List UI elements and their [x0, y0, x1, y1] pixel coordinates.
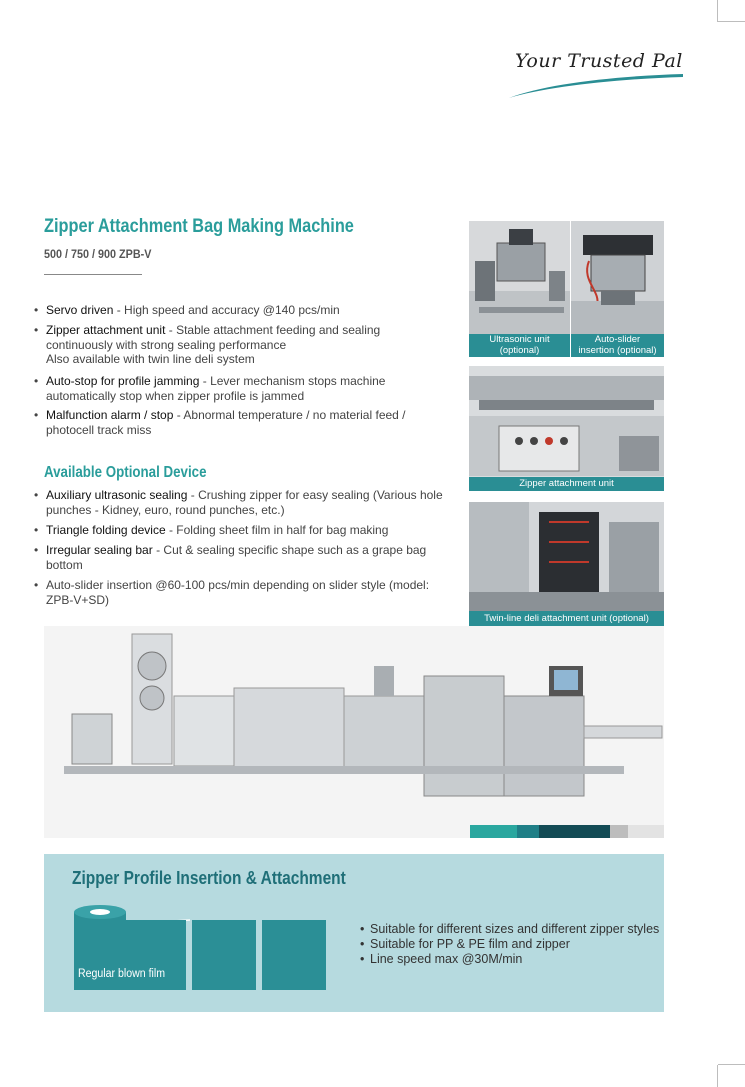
color-bar [517, 825, 539, 838]
panel-bullet: • Suitable for PP & PE film and zipper [360, 937, 570, 951]
optional-item: • Auto-slider insertion @60-100 pcs/min depending on slider style (model: ZPB-V+SD) [34, 578, 430, 607]
crop-mark [718, 1064, 745, 1065]
twin-line-deli-photo [469, 502, 664, 626]
brand-tagline: Your Trusted Pal [515, 50, 683, 72]
panel-bullet: • Suitable for different sizes and different zipper styles [360, 922, 660, 936]
optional-item: • Irregular sealing bar - Cut & sealing specific shape such as a grape bag bottom [34, 543, 427, 572]
zipper-unit-caption: Zipper attachment unit [469, 477, 664, 491]
optional-item: • Triangle folding device - Folding sheet film in half for bag making [34, 523, 389, 537]
zipper-attachment-unit-photo [469, 366, 664, 491]
color-bar [628, 825, 664, 838]
film-label: Regular blown film [78, 968, 166, 980]
page-title: Zipper Attachment Bag Making Machine [44, 216, 354, 237]
feature-item: • Servo driven - High speed and accuracy @140 pcs/min [34, 303, 340, 317]
title-divider [44, 274, 142, 275]
optional-item: • Auxiliary ultrasonic sealing - Crushing zipper for easy sealing (Various hole punches - Kidney, euro, round punches, etc.) [34, 488, 443, 517]
feature-item: • Auto-stop for profile jamming - Lever mechanism stops machine automatically stop when zipper profile is jammed [34, 374, 386, 403]
feature-item: • Zipper attachment unit - Stable attachment feeding and sealing continuously with strong sealing performance Also available with twin line deli system [34, 323, 381, 366]
panel-title: Zipper Profile Insertion & Attachment [72, 868, 346, 888]
panel-bullets [360, 922, 660, 967]
crop-mark [718, 21, 745, 22]
panel-bullet: • Line speed max @30M/min [360, 952, 523, 966]
machine-photo [44, 626, 664, 838]
ultrasonic-caption: Ultrasonic unit (optional) [469, 334, 570, 357]
twin-line-caption: Twin-line deli attachment unit (optional) [469, 611, 664, 626]
tagline-swoosh-icon [505, 60, 685, 100]
slider-caption: Auto-slider insertion (optional) [571, 334, 664, 357]
color-bar [610, 825, 628, 838]
crop-mark [717, 0, 718, 22]
crop-mark [717, 1065, 718, 1087]
model-numbers: 500 / 750 / 900 ZPB-V [44, 247, 152, 261]
color-bar [539, 825, 610, 838]
film-roll-diagram [70, 900, 330, 995]
color-bar [470, 825, 517, 838]
feature-item: • Malfunction alarm / stop - Abnormal temperature / no material feed / photocell track miss [34, 408, 406, 437]
optional-heading: Available Optional Device [44, 464, 207, 481]
